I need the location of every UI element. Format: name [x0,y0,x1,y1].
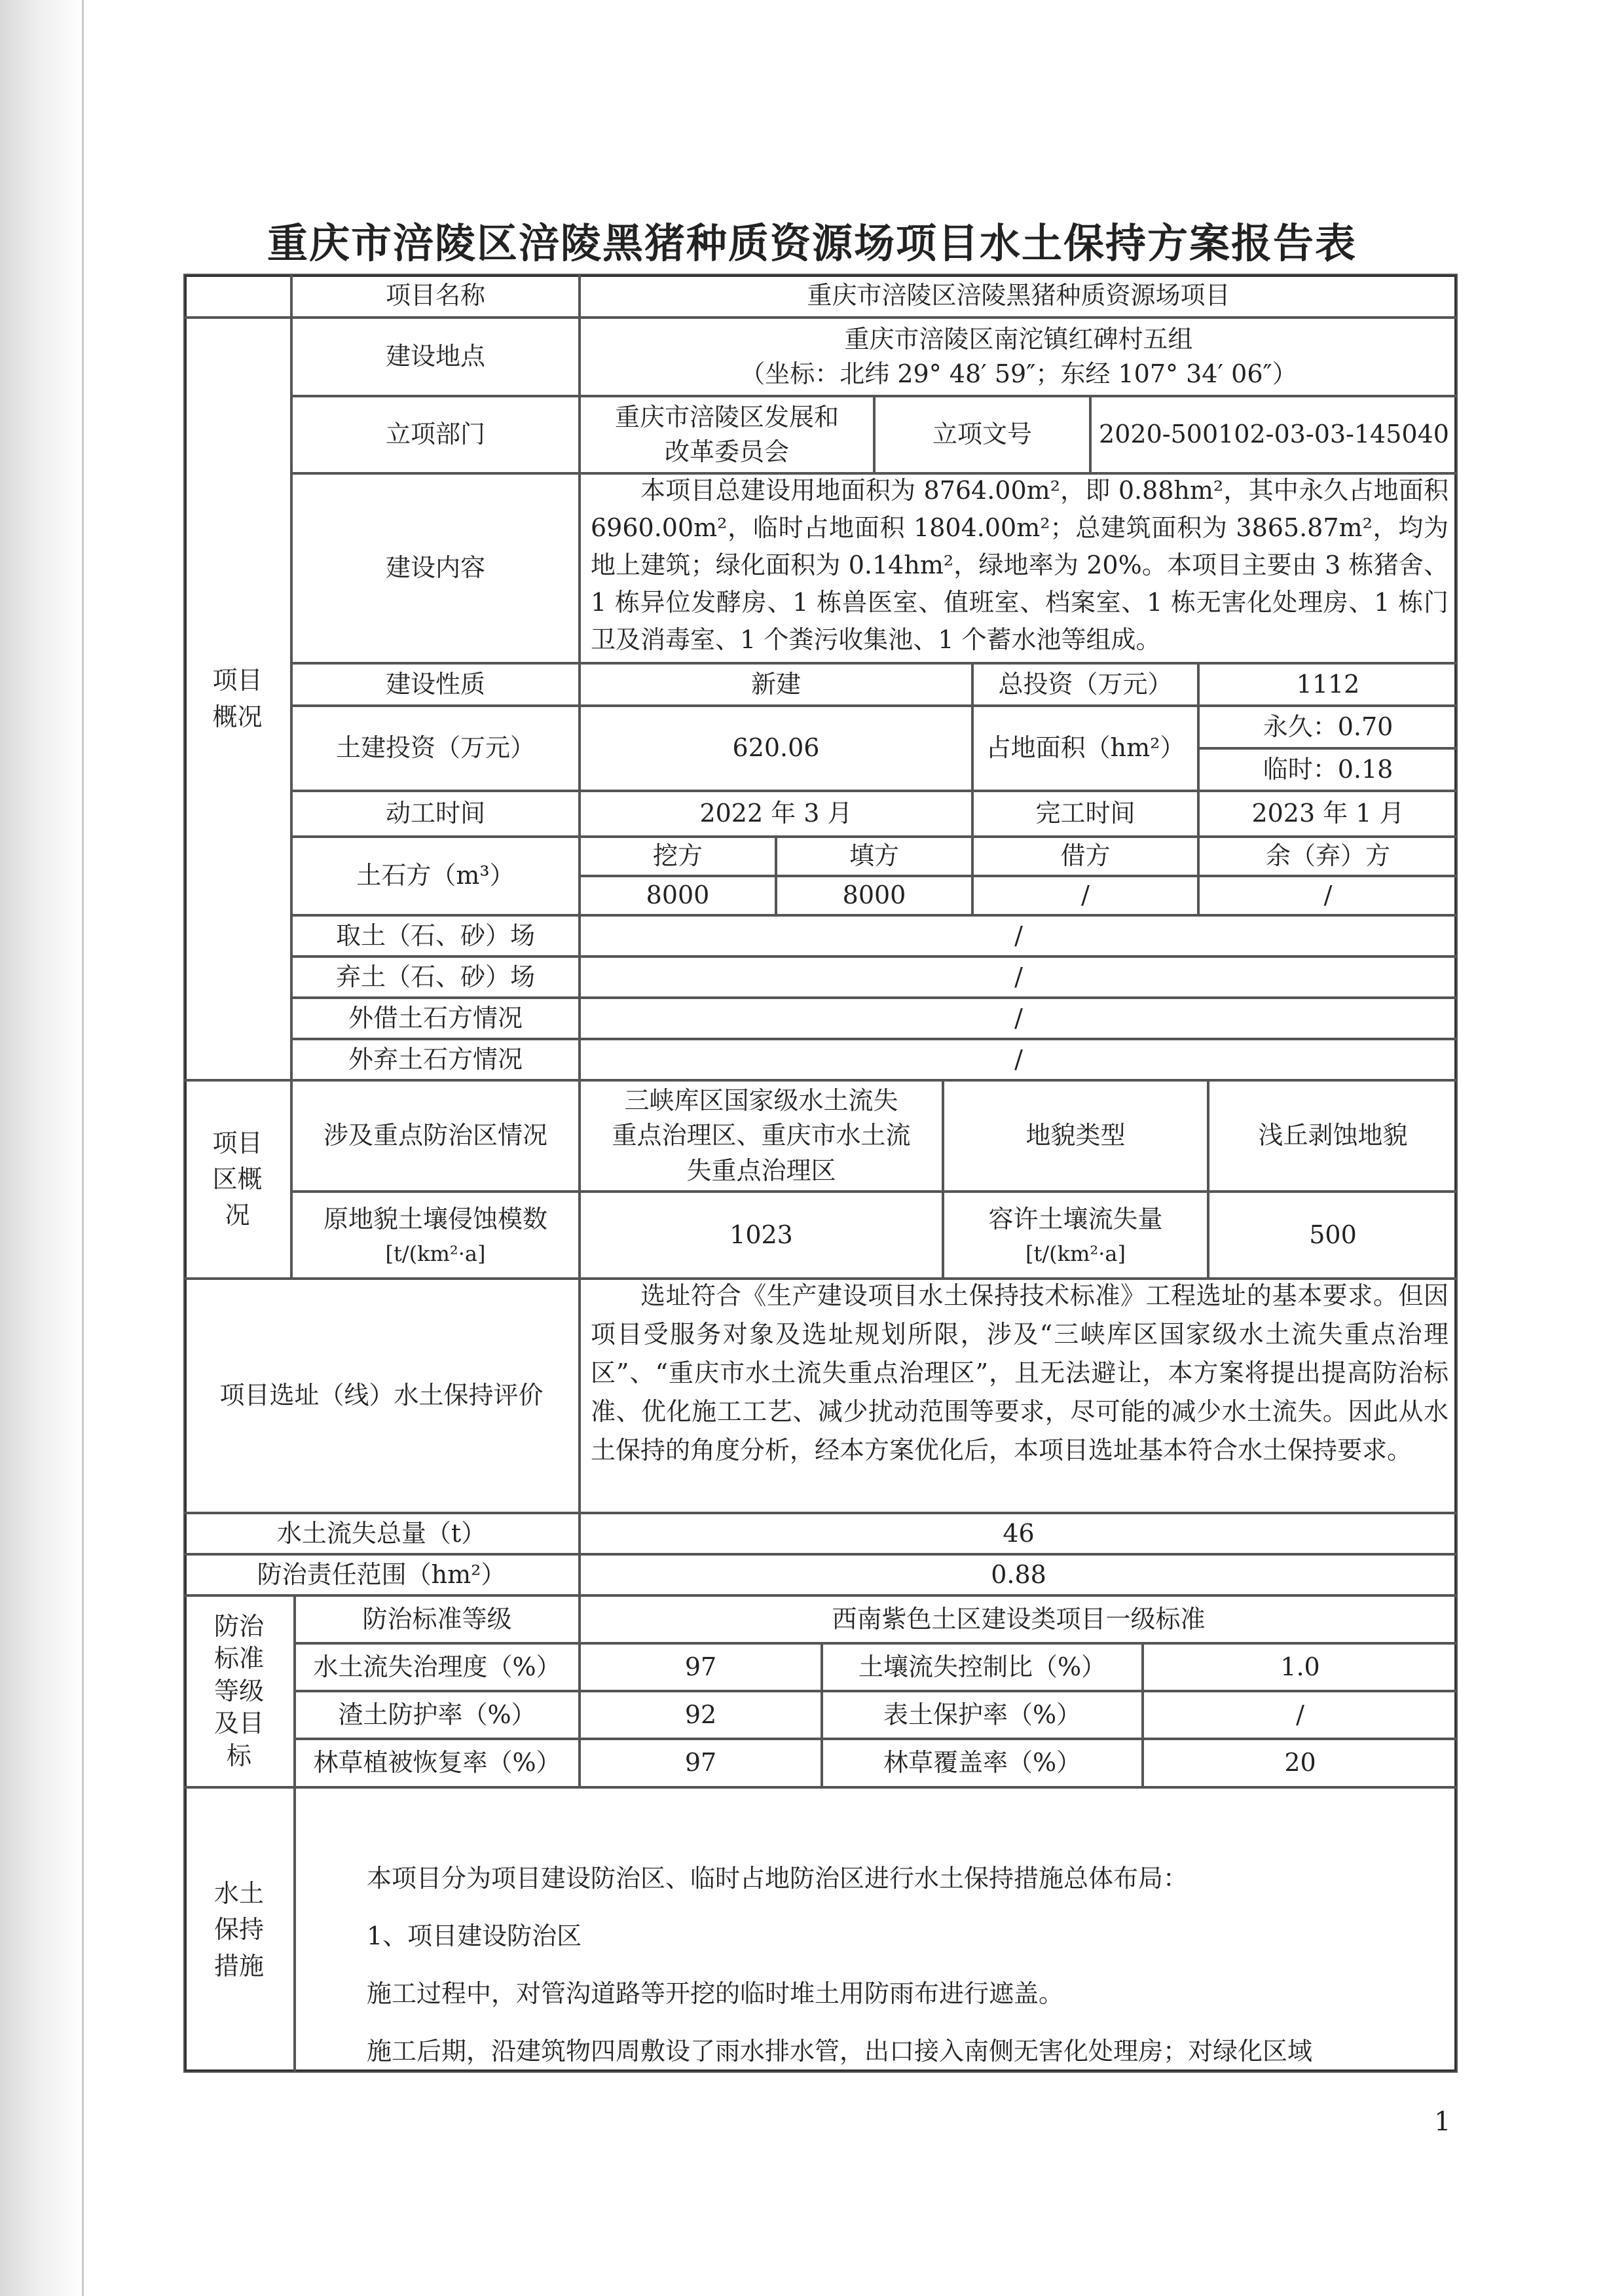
allow-value: 500 [1208,1192,1458,1279]
std-row3-label2: 林草覆盖率（%） [822,1739,1143,1787]
doc-label: 立项文号 [874,396,1090,473]
finish-value: 2023 年 1 月 [1198,791,1458,837]
ext-spoil-value: / [580,1039,1458,1080]
std-row1-value2: 1.0 [1143,1643,1458,1691]
erosion-value: 1023 [580,1192,943,1279]
earth-value-fill: 8000 [776,876,972,915]
overview-group-label: 项目 概况 [183,318,291,1080]
measures-group-label: 水土 保持 措施 [183,1787,295,2073]
standard-level-value: 西南紫色土区建设类项目一级标准 [580,1595,1458,1643]
area-perm: 永久：0.70 [1198,706,1458,748]
scan-fold-line [82,0,84,2296]
dept-value: 重庆市涪陵区发展和 改革委员会 [580,396,874,473]
name-header-blank [183,274,291,318]
borrow-site-value: / [580,915,1458,957]
name-value: 重庆市涪陵区涪陵黑猪种质资源场项目 [580,274,1458,318]
scope-value: 0.88 [580,1554,1458,1595]
landform-value: 浅丘剥蚀地貌 [1208,1080,1458,1192]
earth-header-spoil: 余（弃）方 [1198,837,1458,876]
measures-line: 施工后期，沿建筑物四周敷设了雨水排水管，出口接入南侧无害化处理房；对绿化区域 [367,2037,1313,2066]
earth-header-borrow: 借方 [972,837,1198,876]
dept-label: 立项部门 [291,396,580,473]
location-label: 建设地点 [291,318,580,396]
ext-borrow-value: / [580,998,1458,1039]
std-row2-label1: 渣土防护率（%） [295,1691,580,1739]
standards-group-label: 防治 标准 等级 及目 标 [183,1595,295,1787]
scope-label: 防治责任范围（hm²） [183,1554,580,1595]
evaluation-label: 项目选址（线）水土保持评价 [183,1279,580,1513]
evaluation-text: 选址符合《生产建设项目水土保持技术标准》工程选址的基本要求。但因项目受服务对象及选址规划所限，涉及“三峡库区国家级水土流失重点治理区”、“重庆市水土流失重点治理区”，且无法避让，本方案将提出提高防治标准、优化施工工艺、减少扰动范围等要求，尽可能的减少水土流失。因此从水土保持的角度分析，经本方案优化后，本项目选址基本符合水土保持要求。 [591,1281,1449,1465]
allow-label: 容许土壤流失量 [t/(km²·a] [943,1192,1208,1279]
earth-header-fill: 填方 [776,837,972,876]
ext-spoil-label: 外弃土石方情况 [291,1039,580,1080]
earth-value-cut: 8000 [580,876,776,915]
key-zone-value: 三峡库区国家级水土流失 重点治理区、重庆市水土流 失重点治理区 [580,1080,943,1192]
area-temp: 临时：0.18 [1198,748,1458,791]
spoil-site-label: 弃土（石、砂）场 [291,957,580,998]
std-row2-value1: 92 [580,1691,822,1739]
area-label: 占地面积（hm²） [972,706,1198,791]
ext-borrow-label: 外借土石方情况 [291,998,580,1039]
loss-total-label: 水土流失总量（t） [183,1513,580,1554]
nature-label: 建设性质 [291,663,580,706]
borrow-site-label: 取土（石、砂）场 [291,915,580,957]
civil-invest-label: 土建投资（万元） [291,706,580,791]
erosion-label: 原地貌土壤侵蚀模数 [t/(km²·a] [291,1192,580,1279]
earth-label: 土石方（m³） [291,837,580,915]
earth-header-cut: 挖方 [580,837,776,876]
std-row2-label2: 表土保护率（%） [822,1691,1143,1739]
location-value: 重庆市涪陵区南沱镇红碑村五组 （坐标：北纬 29° 48′ 59″；东经 107° 34′ 06″） [580,318,1458,396]
standard-level-label: 防治标准等级 [295,1595,580,1643]
page-title: 重庆市涪陵区涪陵黑猪种质资源场项目水土保持方案报告表 [267,219,1357,267]
start-label: 动工时间 [291,791,580,837]
earth-value-spoil: / [1198,876,1458,915]
std-row3-value1: 97 [580,1739,822,1787]
measures-text [367,1850,1441,2080]
earth-value-borrow: / [972,876,1198,915]
civil-invest-value: 620.06 [580,706,972,791]
std-row1-value1: 97 [580,1643,822,1691]
content-text: 本项目总建设用地面积为 8764.00m²，即 0.88hm²，其中永久占地面积 6960.00m²，临时占地面积 1804.00m²；总建筑面积为 3865.87m²，均为地上建筑；绿化面积为 0.14hm²，绿地率为 20%。本项目主要由 3 栋猪舍、1 栋异位发酵房、1 栋兽医室、值班室、档案室、1 栋无害化处理房、1 栋门卫及消毒室、1 个粪污收集池、1 个蓄水池等组成。 [591,476,1449,654]
measures-line: 1、项目建设防治区 [367,1922,582,1950]
std-row1-label2: 土壤流失控制比（%） [822,1643,1143,1691]
std-row2-value2: / [1143,1691,1458,1739]
page-number: 1 [1434,2107,1451,2137]
loss-total-value: 46 [580,1513,1458,1554]
spoil-site-value: / [580,957,1458,998]
std-row3-label1: 林草植被恢复率（%） [295,1739,580,1787]
landform-label: 地貌类型 [943,1080,1208,1192]
nature-value: 新建 [580,663,972,706]
finish-label: 完工时间 [972,791,1198,837]
measures-line: 施工过程中，对管沟道路等开挖的临时堆土用防雨布进行遮盖。 [367,1979,1064,2008]
doc-value: 2020-500102-03-03-145040 [1090,396,1458,473]
name-label: 项目名称 [291,274,580,318]
start-value: 2022 年 3 月 [580,791,972,837]
scan-shadow [0,0,85,2296]
key-zone-label: 涉及重点防治区情况 [291,1080,580,1192]
content-label: 建设内容 [291,473,580,663]
region-group-label: 项目 区概 况 [183,1080,291,1279]
measures-line: 本项目分为项目建设防治区、临时占地防治区进行水土保持措施总体布局： [367,1864,1189,1893]
std-row3-value2: 20 [1143,1739,1458,1787]
std-row1-label1: 水土流失治理度（%） [295,1643,580,1691]
total-invest-value: 1112 [1198,663,1458,706]
total-invest-label: 总投资（万元） [972,663,1198,706]
